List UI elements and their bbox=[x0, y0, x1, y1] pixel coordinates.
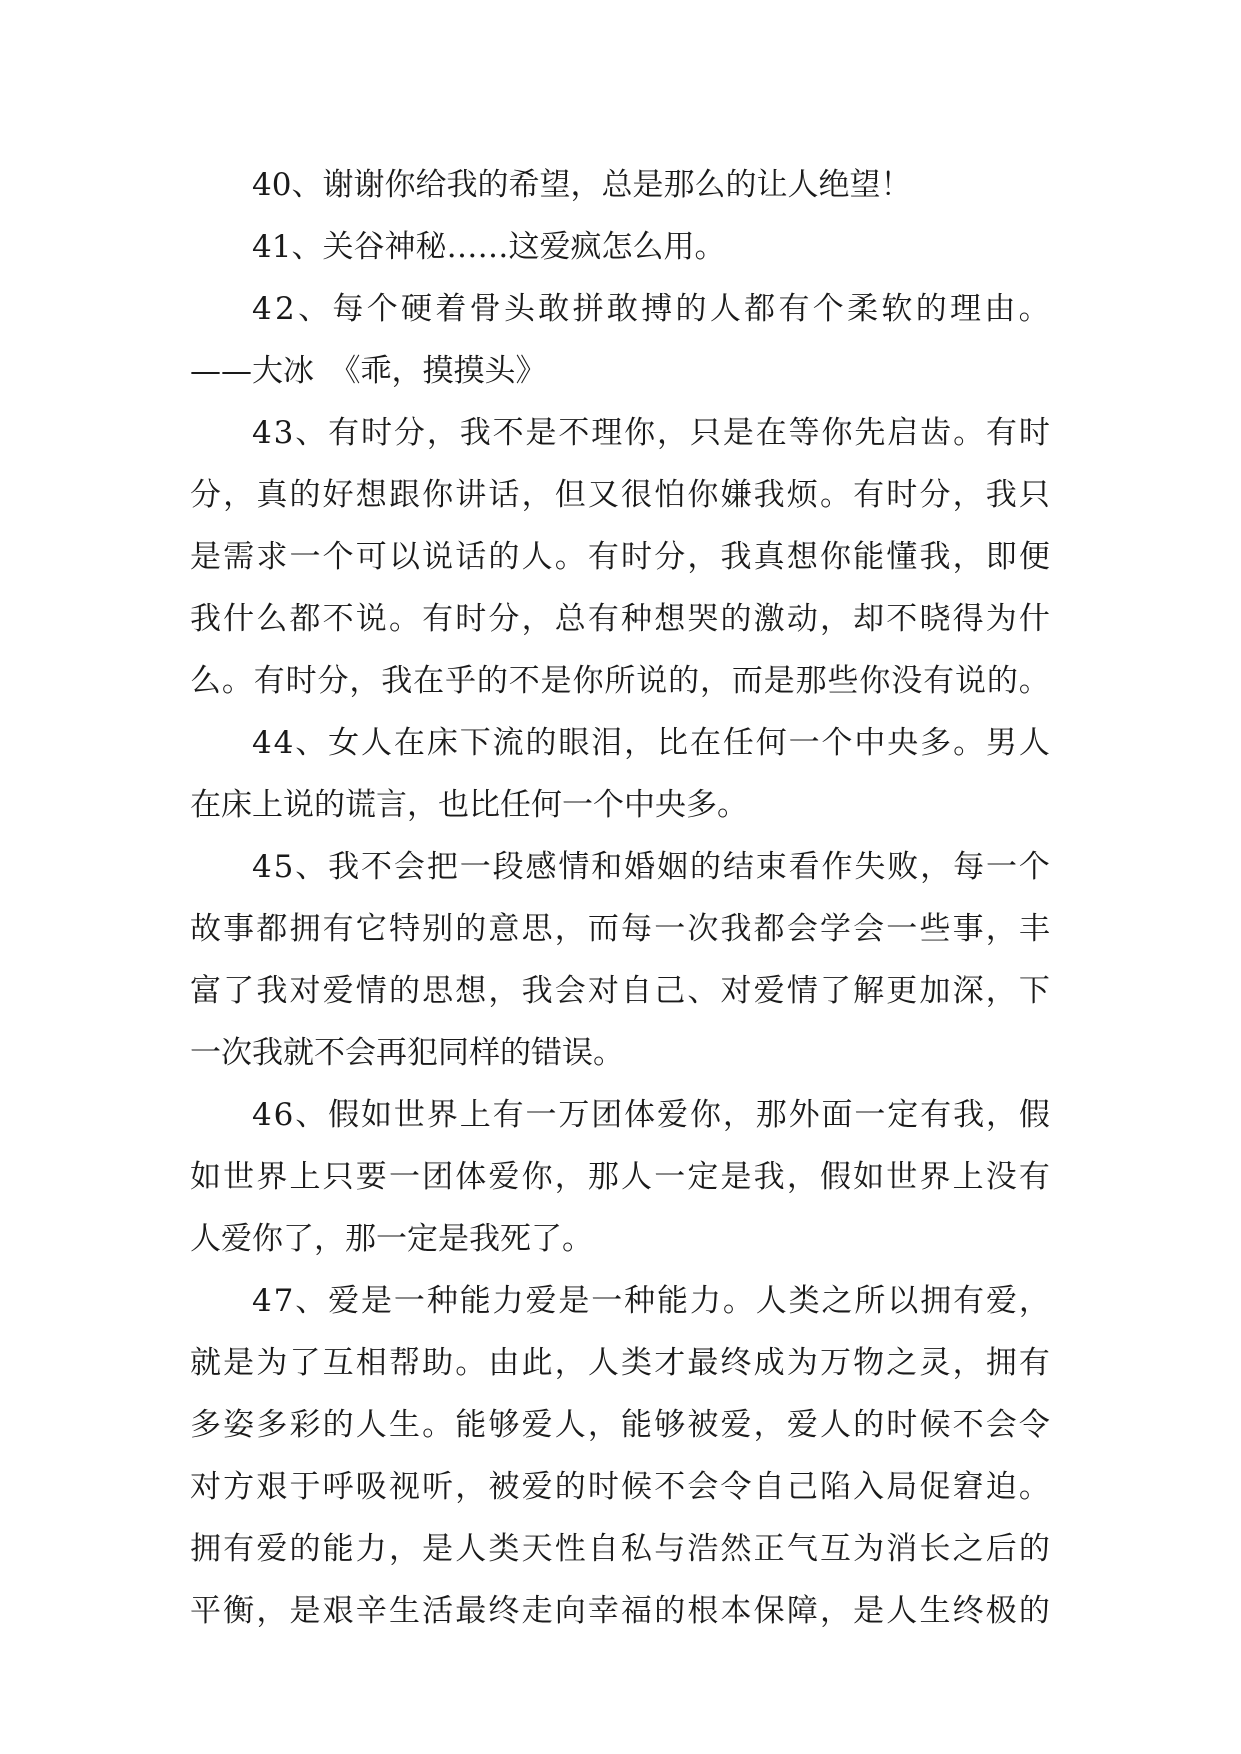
text-line: 人爱你了，那一定是我死了。 bbox=[190, 1221, 593, 1257]
text-line: 4 7 、 爱 是 一 种 能 力 爱 是 一 种 能 力 。 人 类 之 所 以 拥 有 爱 ， bbox=[252, 1283, 1050, 1319]
text-line: 40、谢谢你给我的希望，总是那么的让人绝望！ bbox=[252, 167, 912, 203]
text-line: 4 3 、 有 时 分 ， 我 不 是 不 理 你 ， 只 是 在 等 你 先 启 齿 。 有 时 bbox=[252, 415, 1050, 451]
text-line: 在床上说的谎言，也比任何一个中央多。 bbox=[190, 787, 748, 823]
text-line: ——大冰 《乖，摸摸头》 bbox=[190, 353, 547, 389]
text-line: 我 什 么 都 不 说 。 有 时 分 ， 总 有 种 想 哭 的 激 动 ， 却 不 晓 得 为 什 bbox=[190, 601, 1050, 637]
text-line: 富 了 我 对 爱 情 的 思 想 ， 我 会 对 自 己 、 对 爱 情 了 解 更 加 深 ， 下 bbox=[190, 973, 1050, 1009]
text-line: 4 5 、 我 不 会 把 一 段 感 情 和 婚 姻 的 结 束 看 作 失 败 ， 每 一 个 bbox=[252, 849, 1050, 885]
text-line: 就 是 为 了 互 相 帮 助 。 由 此 ， 人 类 才 最 终 成 为 万 物 之 灵 ， 拥 有 bbox=[190, 1345, 1050, 1381]
text-line: 4 6 、 假 如 世 界 上 有 一 万 团 体 爱 你 ， 那 外 面 一 定 有 我 ， 假 bbox=[252, 1097, 1050, 1133]
text-line: 4 4 、 女 人 在 床 下 流 的 眼 泪 ， 比 在 任 何 一 个 中 央 多 。 男 人 bbox=[252, 725, 1050, 761]
text-line: 4 2 、 每 个 硬 着 骨 头 敢 拼 敢 搏 的 人 都 有 个 柔 软 的 理 由 。 bbox=[252, 291, 1050, 327]
text-line: 拥 有 爱 的 能 力 ， 是 人 类 天 性 自 私 与 浩 然 正 气 互 为 消 长 之 后 的 bbox=[190, 1531, 1050, 1567]
text-line: 对 方 艰 于 呼 吸 视 听 ， 被 爱 的 时 候 不 会 令 自 己 陷 入 局 促 窘 迫 。 bbox=[190, 1469, 1050, 1505]
text-line: 故 事 都 拥 有 它 特 别 的 意 思 ， 而 每 一 次 我 都 会 学 会 一 些 事 ， 丰 bbox=[190, 911, 1050, 947]
text-line: 如 世 界 上 只 要 一 团 体 爱 你 ， 那 人 一 定 是 我 ， 假 如 世 界 上 没 有 bbox=[190, 1159, 1050, 1195]
text-line: 是 需 求 一 个 可 以 说 话 的 人 。 有 时 分 ， 我 真 想 你 能 懂 我 ， 即 便 bbox=[190, 539, 1050, 575]
text-line: 分 ， 真 的 好 想 跟 你 讲 话 ， 但 又 很 怕 你 嫌 我 烦 。 有 时 分 ， 我 只 bbox=[190, 477, 1050, 513]
text-line: 一次我就不会再犯同样的错误。 bbox=[190, 1035, 624, 1071]
document-body bbox=[190, 154, 1050, 1642]
text-line: 多 姿 多 彩 的 人 生 。 能 够 爱 人 ， 能 够 被 爱 ， 爱 人 的 时 候 不 会 令 bbox=[190, 1407, 1050, 1443]
text-line: 41、关谷神秘……这爱疯怎么用。 bbox=[252, 229, 726, 265]
text-line: 么 。 有 时 分 ， 我 在 乎 的 不 是 你 所 说 的 ， 而 是 那 些 你 没 有 说 的 。 bbox=[190, 663, 1050, 699]
text-line: 平 衡 ， 是 艰 辛 生 活 最 终 走 向 幸 福 的 根 本 保 障 ， 是 人 生 终 极 的 bbox=[190, 1593, 1050, 1629]
